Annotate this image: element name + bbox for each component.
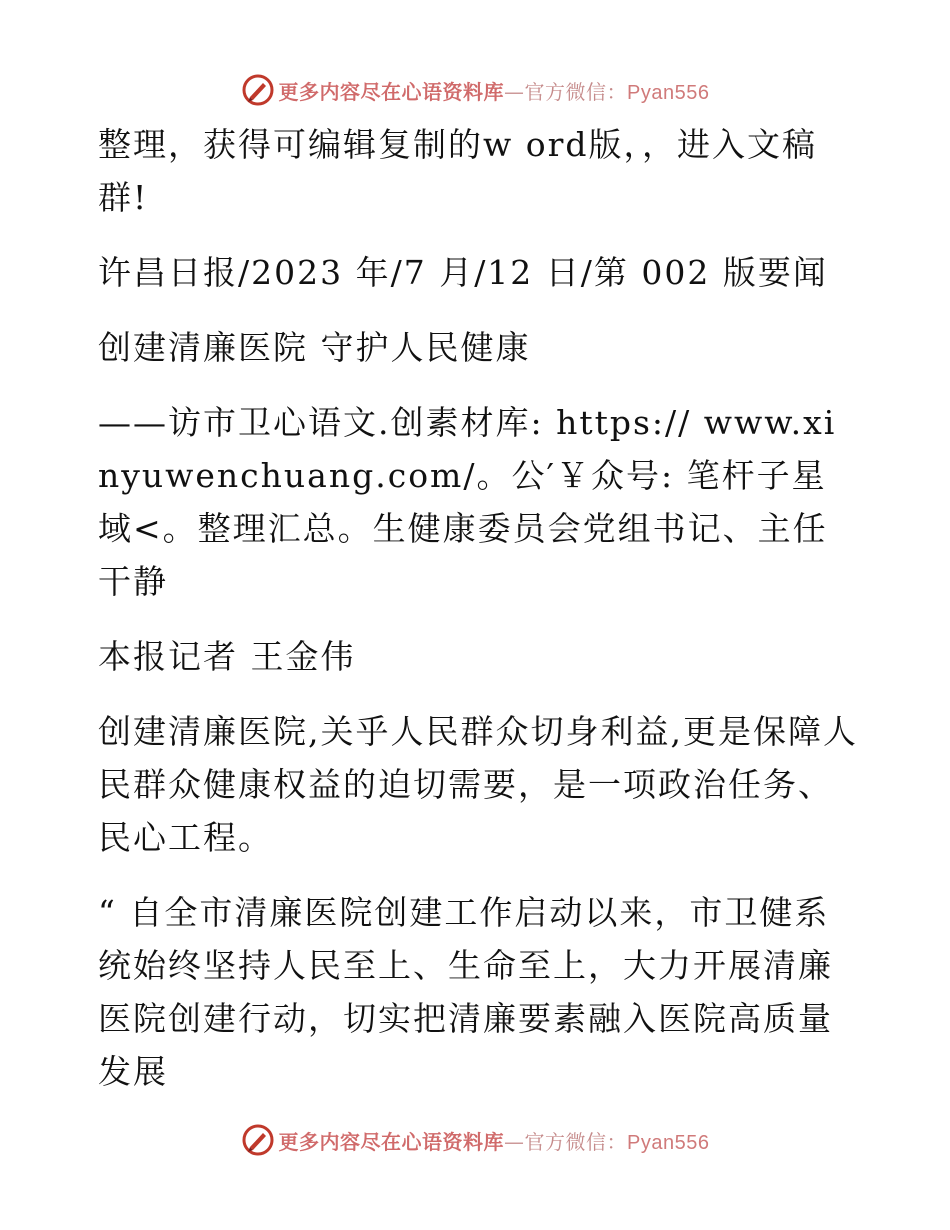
paragraph-intro: 整理，获得可编辑复制的w ord版，，进入文稿群! (98, 125, 818, 217)
pen-logo-icon (241, 73, 275, 107)
document-body (98, 118, 858, 1098)
header-banner (0, 70, 950, 110)
article-title: 创建清廉医院 守护人民健康 (98, 328, 531, 367)
banner-text: 更多内容尽在心语资料库—官方微信：Pyan556 (278, 79, 710, 104)
footer-banner (0, 1120, 950, 1160)
paragraph-body-1: 创建清廉医院,关乎人民群众切身利益,更是保障人民群众健康权益的迫切需要，是一项政治任务、民心工程。 (98, 712, 858, 857)
pen-logo-icon (241, 1123, 275, 1157)
paragraph-body-2: “ 自全市清廉医院创建工作启动以来，市卫健系统始终坚持人民至上、生命至上，大力开展清廉医院创建行动，切实把清廉要素融入医院高质量发展 (98, 893, 833, 1091)
banner-text: 更多内容尽在心语资料库—官方微信：Pyan556 (278, 1129, 710, 1154)
paragraph-source: 许昌日报/2023 年/7 月/12 日/第 002 版要闻 (98, 253, 828, 292)
article-subtitle: ——访市卫心语文.创素材库: https:// www.xinyuwenchuang.com/。公′￥众号: 笔杆子星域<。整理汇总。生健康委员会党组书记、主任干静 (98, 403, 837, 601)
reporter-line: 本报记者 王金伟 (98, 637, 356, 676)
